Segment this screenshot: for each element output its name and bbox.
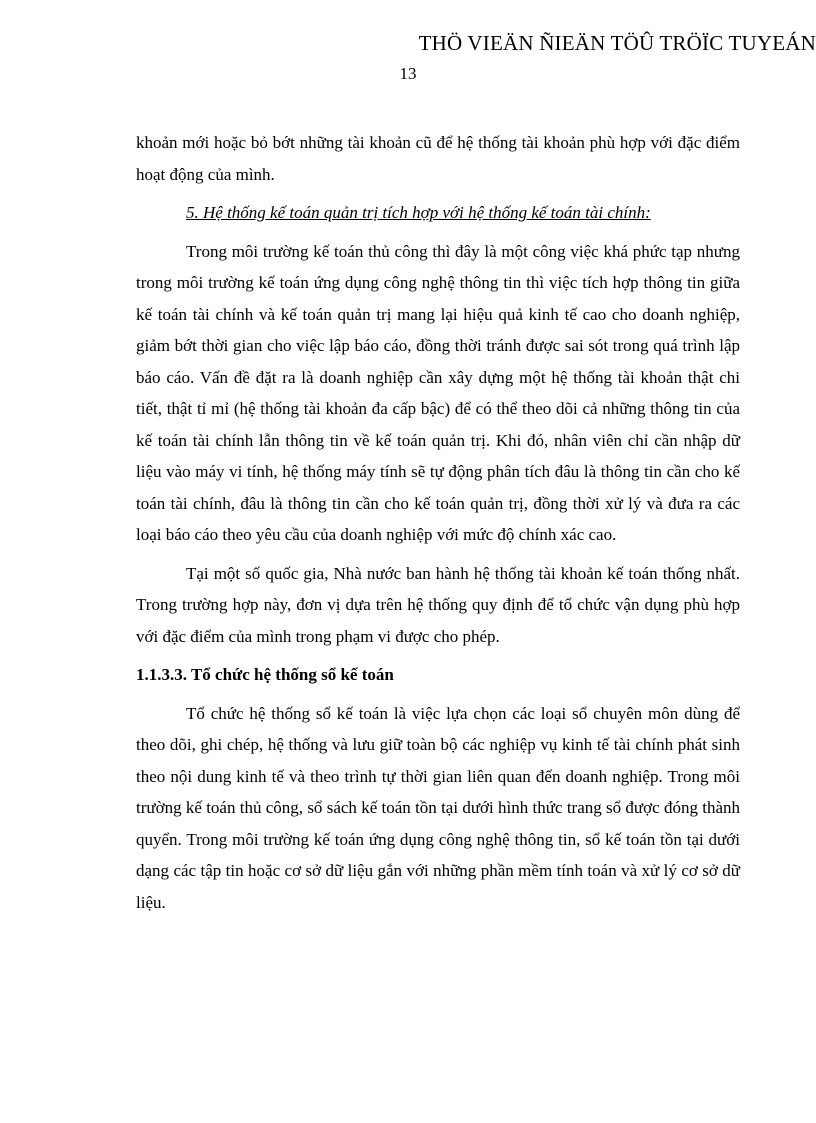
page-number: 13 <box>399 64 417 83</box>
subsection-heading: 5. Hệ thống kế toán quản trị tích hợp với hệ thống kế toán tài chính: <box>186 203 651 222</box>
paragraph-integration: Trong môi trường kế toán thủ công thì đây là một công việc khá phức tạp nhưng trong môi trường kế toán ứng dụng công nghệ thông tin thì việc tích hợp thông tin giữa kế toán tài chính và kế toán quản trị mang lại hiệu quả kinh tế cao cho doanh nghiệp, giảm bớt thời gian cho việc lập báo cáo, đồng thời tránh được sai sót trong quá trình lập báo cáo. Vấn đề đặt ra là doanh nghiệp cần xây dựng một hệ thống tài khoản thật chi tiết, thật tỉ mỉ (hệ thống tài khoản đa cấp bậc) để có thể theo dõi cả những thông tin của kế toán tài chính lẫn thông tin về kế toán quản trị. Khi đó, nhân viên chỉ cần nhập dữ liệu vào máy vi tính, hệ thống máy tính sẽ tự động phân tích đâu là thông tin cần cho kế toán tài chính, đâu là thông tin cần cho kế toán quản trị, đồng thời xử lý và đưa ra các loại báo cáo theo yêu cầu của doanh nghiệp với mức độ chính xác cao. <box>136 241 740 544</box>
document-body <box>136 127 740 918</box>
paragraph-national-system: Tại một số quốc gia, Nhà nước ban hành hệ thống tài khoản kế toán thống nhất. Trong trường hợp này, đơn vị dựa trên hệ thống quy định để tổ chức vận dụng phù hợp với đặc điểm của mình trong phạm vi được cho phép. <box>136 563 740 646</box>
running-header: THÖ VIEÄN ÑIEÄN TÖÛ TRÖÏC TUYEÁN <box>418 31 816 55</box>
section-heading: 1.1.3.3. Tổ chức hệ thống sổ kế toán <box>136 665 394 684</box>
paragraph-ledger-system: Tổ chức hệ thống sổ kế toán là việc lựa chọn các loại sổ chuyên môn dùng để theo dõi, ghi chép, hệ thống và lưu giữ toàn bộ các nghiệp vụ kinh tế tài chính phát sinh theo nội dung kinh tế và theo trình tự thời gian liên quan đến doanh nghiệp. Trong môi trường kế toán thủ công, sổ sách kế toán tồn tại dưới hình thức trang sổ được đóng thành quyển. Trong môi trường kế toán ứng dụng công nghệ thông tin, sổ kế toán tồn tại dưới dạng các tập tin hoặc cơ sở dữ liệu gắn với những phần mềm tính toán và xử lý cơ sở dữ liệu. <box>136 703 740 912</box>
paragraph-continuation: khoản mới hoặc bỏ bớt những tài khoản cũ để hệ thống tài khoản phù hợp với đặc điểm hoạt động của mình. <box>136 133 740 184</box>
